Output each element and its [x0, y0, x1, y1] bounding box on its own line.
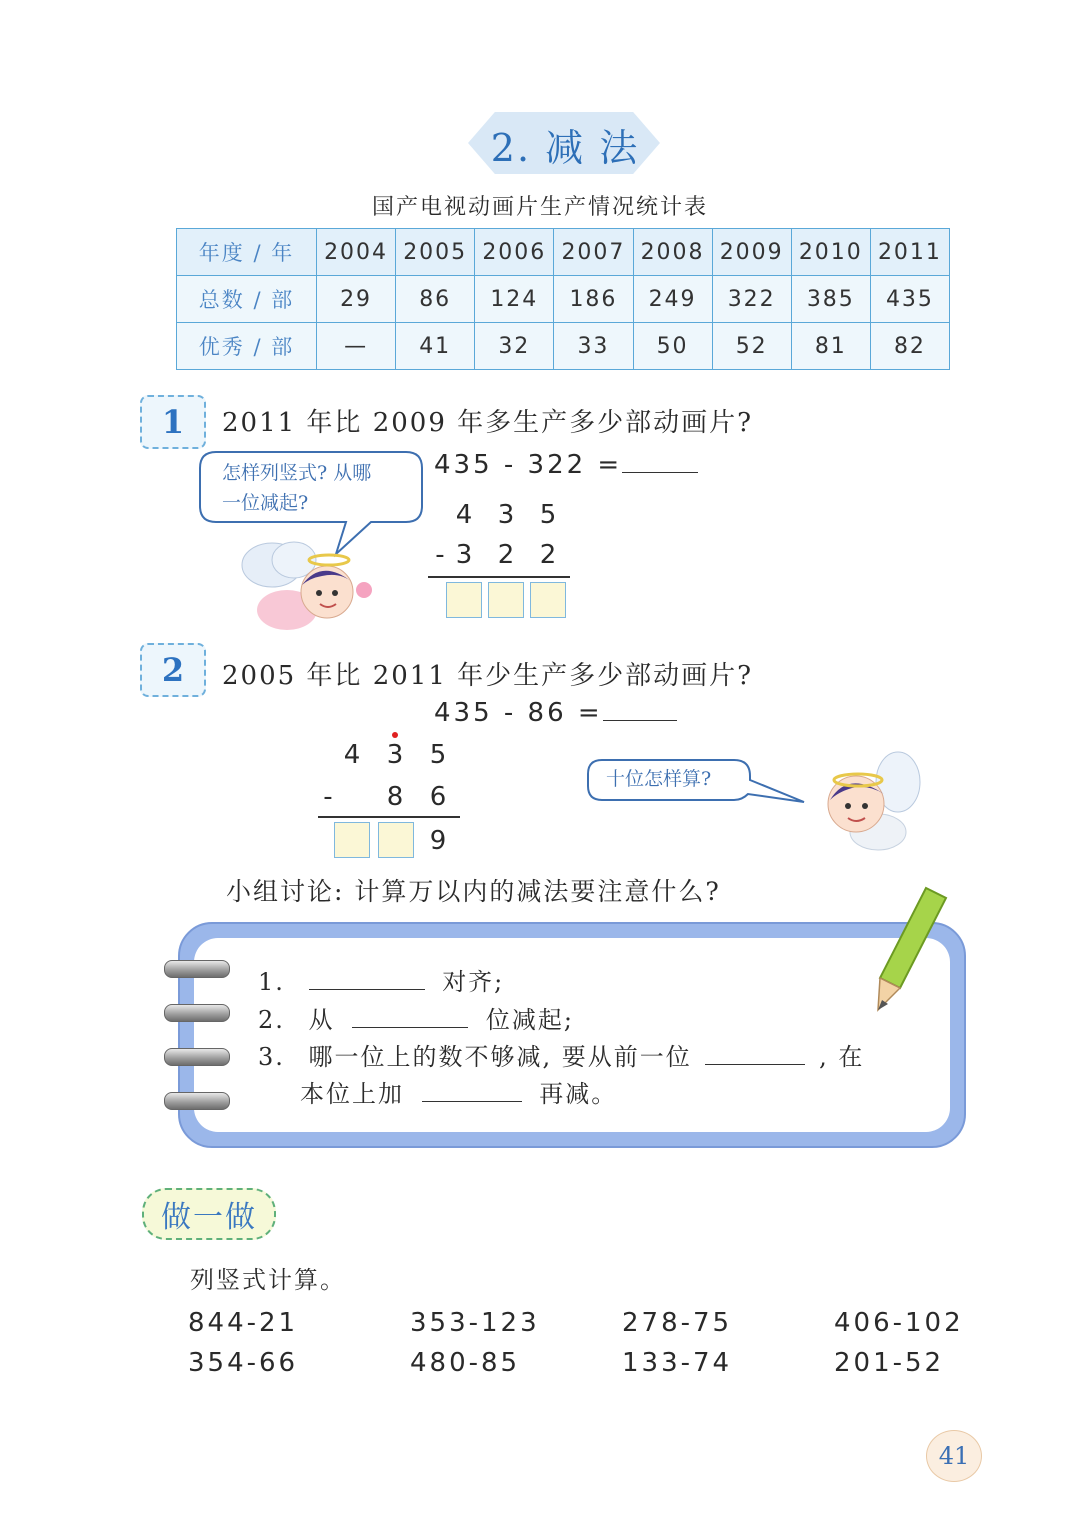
exercise-item: 844-21: [188, 1308, 299, 1338]
table-cell: 41: [396, 323, 475, 370]
page-title: 2. 减 法: [490, 125, 640, 170]
stats-table: [176, 228, 950, 370]
calc1-minus-sign: -: [435, 540, 445, 570]
item-text: , 在: [819, 1043, 865, 1071]
fill-blank[interactable]: [422, 1079, 522, 1102]
table-caption: 国产电视动画片生产情况统计表: [371, 195, 708, 220]
ring-binder: [164, 1048, 230, 1066]
example-2-question: 2005 年比 2011 年少生产多少部动画片?: [222, 661, 754, 691]
practice-instruction: 列竖式计算。: [190, 1266, 346, 1294]
notebook-item-3: [258, 1037, 864, 1072]
table-cell: 2005: [396, 229, 475, 276]
table-cell: 86: [396, 276, 475, 323]
calc1-top-ones: 5: [539, 500, 557, 530]
table-row: [177, 276, 950, 323]
angel-illustration: [808, 742, 928, 858]
bubble-1-line-1: 怎样列竖式? 从哪: [222, 462, 372, 484]
table-cell: 29: [317, 276, 396, 323]
table-cell: 249: [633, 276, 712, 323]
ring-binder: [164, 960, 230, 978]
calc2-divider: [318, 816, 460, 818]
ring-binder: [164, 1004, 230, 1022]
table-cell: 32: [475, 323, 554, 370]
table-cell: 385: [791, 276, 870, 323]
item-text: 哪一位上的数不够减, 要从前一位: [308, 1043, 692, 1071]
answer-blank[interactable]: [622, 450, 698, 473]
exercise-item: 133-74: [622, 1348, 733, 1378]
answer-box[interactable]: [334, 822, 370, 858]
calc1-bottom-ones: 2: [539, 540, 557, 570]
discussion-prompt: 小组讨论: 计算万以内的减法要注意什么?: [226, 877, 721, 906]
notebook-item-2: [258, 1000, 574, 1035]
table-cell: 50: [633, 323, 712, 370]
item-text: 本位上加: [300, 1080, 404, 1108]
page-number: 41: [926, 1430, 982, 1482]
calc2-bottom-ones: 6: [429, 782, 447, 812]
practice-badge: 做一做: [142, 1188, 276, 1240]
item-text: 对齐;: [442, 968, 505, 996]
example-1-equation: [434, 450, 698, 480]
example-1-question: 2011 年比 2009 年多生产多少部动画片?: [222, 408, 754, 438]
table-cell: 322: [712, 276, 791, 323]
calc2-minus-sign: -: [323, 782, 333, 812]
table-cell: 82: [870, 323, 949, 370]
calc1-bottom-tens: 2: [497, 540, 515, 570]
exercise-item: 406-102: [834, 1308, 964, 1338]
calc1-bottom-hundreds: 3: [455, 540, 473, 570]
row-header: 优秀 / 部: [177, 323, 317, 370]
calc1-top-hundreds: 4: [455, 500, 473, 530]
borrow-dot: [390, 730, 400, 740]
table-cell: 33: [554, 323, 633, 370]
item-text: 位减起;: [485, 1006, 574, 1034]
calc2-top-ones: 5: [429, 740, 447, 770]
notebook-item-1: [258, 962, 504, 997]
exercise-item: 353-123: [410, 1308, 540, 1338]
fill-blank[interactable]: [705, 1042, 805, 1065]
table-cell: 2010: [791, 229, 870, 276]
bubble-2-text: 十位怎样算?: [606, 768, 712, 790]
table-row: [177, 323, 950, 370]
exercise-item: 278-75: [622, 1308, 733, 1338]
table-cell: 2011: [870, 229, 949, 276]
calc1-top-tens: 3: [497, 500, 515, 530]
row-header: 总数 / 部: [177, 276, 317, 323]
ring-binder: [164, 1092, 230, 1110]
table-cell: 186: [554, 276, 633, 323]
answer-box[interactable]: [488, 582, 524, 618]
table-cell: 124: [475, 276, 554, 323]
notebook-panel: [178, 922, 966, 1148]
example-2-badge: 2: [140, 643, 206, 697]
table-cell: 2006: [475, 229, 554, 276]
table-cell: —: [317, 323, 396, 370]
bubble-1-line-2: 一位减起?: [222, 492, 309, 514]
fill-blank[interactable]: [352, 1005, 468, 1028]
table-cell: 2008: [633, 229, 712, 276]
item-number: 2.: [258, 1006, 285, 1034]
item-text: 从: [308, 1006, 335, 1034]
row-header: 年度 / 年: [177, 229, 317, 276]
angel-illustration: [232, 530, 382, 640]
table-cell: 52: [712, 323, 791, 370]
example-2-equation: [434, 698, 677, 728]
equation-text: 435 - 86 =: [434, 698, 603, 728]
calc2-result-ones: 9: [429, 826, 447, 856]
answer-box[interactable]: [530, 582, 566, 618]
calc2-bottom-tens: 8: [386, 782, 404, 812]
equation-text: 435 - 322 =: [434, 450, 623, 480]
pencil-icon: [868, 884, 952, 1016]
table-cell: 2007: [554, 229, 633, 276]
table-cell: 81: [791, 323, 870, 370]
example-1-badge: 1: [140, 395, 206, 449]
table-row: [177, 229, 950, 276]
fill-blank[interactable]: [309, 967, 425, 990]
exercise-item: 354-66: [188, 1348, 299, 1378]
answer-box[interactable]: [378, 822, 414, 858]
item-text: 再减。: [539, 1080, 618, 1108]
table-cell: 2004: [317, 229, 396, 276]
exercise-item: 480-85: [410, 1348, 521, 1378]
exercise-item: 201-52: [834, 1348, 945, 1378]
item-number: 1.: [258, 968, 285, 996]
answer-blank[interactable]: [603, 698, 677, 721]
item-number: 3.: [258, 1043, 285, 1071]
answer-box[interactable]: [446, 582, 482, 618]
calc2-top-hundreds: 4: [343, 740, 361, 770]
calc2-top-tens: 3: [386, 740, 404, 770]
table-cell: 2009: [712, 229, 791, 276]
calc1-divider: [428, 576, 570, 578]
table-cell: 435: [870, 276, 949, 323]
notebook-item-3-cont: [300, 1074, 617, 1109]
